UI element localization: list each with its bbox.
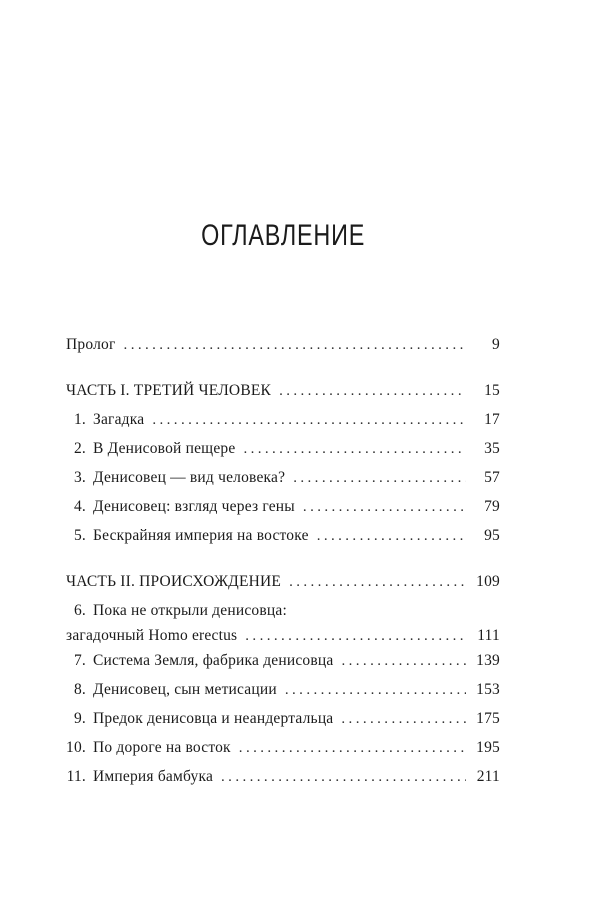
page-number: 95 [484,527,500,544]
entry-label: Пока не открыли денисовца: [93,602,287,619]
entry-label: Империя бамбука [93,768,214,785]
entry-number: 10. [66,739,86,756]
entry-number: 4. [73,498,86,515]
page-number: 211 [476,768,500,785]
toc-section-heading-part-2 [66,567,500,596]
entry-label: В Денисовой пещере [93,440,236,457]
toc-entry-2 [66,434,500,463]
entry-number: 6. [73,602,86,619]
entry-number: 1. [73,411,86,428]
dot-leader [245,625,466,647]
dot-leader [239,733,466,763]
page-number: 35 [484,440,500,457]
entry-label: Система Земля, фабрика денисовца [93,652,334,669]
table-of-contents [66,330,500,791]
page-number: 175 [476,710,500,727]
entry-label: Предок денисовца и неандертальца [93,710,334,727]
entry-number: 5. [73,527,86,544]
entry-number: 9. [73,710,86,727]
page-number: 153 [476,681,500,698]
entry-number: 8. [73,681,86,698]
entry-number: 7. [73,652,86,669]
page-number: 109 [476,573,500,590]
page-title-text: ОГЛАВЛЕНИЕ [201,219,365,252]
toc-entry-9 [66,704,500,733]
dot-leader [152,405,466,435]
toc-entry-8 [66,675,500,704]
dot-leader [317,521,466,551]
page-number: 17 [484,411,500,428]
entry-label-continuation: загадочный Homo erectus [66,627,238,644]
page-number: 79 [484,498,500,515]
entry-number: 2. [73,440,86,457]
entry-number: 3. [73,469,86,486]
toc-entry-6-line-2 [66,625,500,646]
dot-leader [243,434,466,464]
toc-entry-4 [66,492,500,521]
entry-number: 11. [66,768,86,785]
dot-leader [303,492,466,522]
dot-leader [289,567,466,597]
dot-leader [279,376,466,406]
toc-entry-3 [66,463,500,492]
toc-entry-6-line-1 [66,596,500,625]
toc-entry-10 [66,733,500,762]
page-number: 15 [484,382,500,399]
toc-entry-7 [66,646,500,675]
entry-label: Загадка [93,411,145,428]
entry-label: По дороге на восток [93,739,231,756]
entry-label: Денисовец, сын метисации [93,681,277,698]
dot-leader [221,762,466,792]
page-number: 139 [476,652,500,669]
toc-entry-6 [66,596,500,646]
page-number: 111 [477,627,500,644]
toc-section-heading-part-1 [66,376,500,405]
page-title [66,219,500,253]
page-number: 195 [476,739,500,756]
toc-entry-11 [66,762,500,791]
toc-entry-1 [66,405,500,434]
dot-leader [293,463,466,493]
toc-entry-5 [66,521,500,550]
dot-leader [285,675,466,705]
section-heading-label: ЧАСТЬ I. ТРЕТИЙ ЧЕЛОВЕК [66,382,272,399]
toc-entry-prolog [66,330,500,359]
entry-label: Денисовец: взгляд через гены [93,498,295,515]
dot-leader [341,704,466,734]
dot-leader [124,330,466,360]
dot-leader [341,646,466,676]
entry-label: Бескрайняя империя на востоке [93,527,309,544]
entry-label: Пролог [66,336,116,353]
section-heading-label: ЧАСТЬ II. ПРОИСХОЖДЕНИЕ [66,573,282,590]
page-number: 9 [492,336,500,353]
entry-label: Денисовец — вид человека? [93,469,286,486]
page-number: 57 [484,469,500,486]
